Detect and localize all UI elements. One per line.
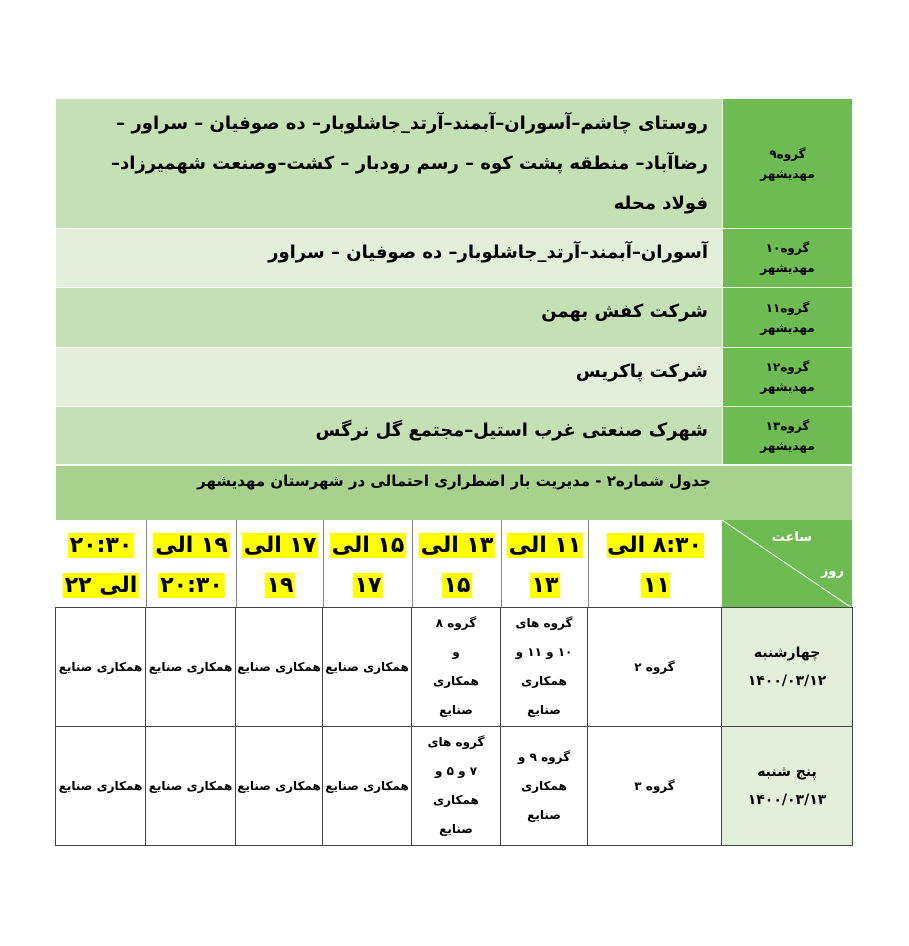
time-slot [56, 520, 146, 608]
caption-spacer [56, 496, 852, 520]
table-caption: جدول شماره۲ - مدیریت بار اضطراری احتمالی در شهرستان مهدیشهر [56, 466, 852, 496]
group-label-cell [722, 229, 852, 287]
time-slot [147, 520, 236, 608]
group-row [56, 288, 852, 348]
time-slot-start: ۸:۳۰ الی ۱۱ [607, 533, 702, 598]
group-label: گروه۹ [769, 146, 806, 161]
time-slot [413, 520, 501, 608]
group-row [56, 99, 852, 229]
time-slot-end: الی ۲۲ [64, 573, 138, 598]
day-date: ۱۴۰۰/۰۳/۱۳ [747, 792, 827, 808]
group-row [56, 229, 852, 288]
group-city: مهدیشهر [760, 438, 815, 453]
group-label-cell [722, 407, 852, 464]
day-name: چهارشنبه [753, 645, 821, 661]
schedule-cell: گروه های ۱۰ و ۱۱ و همکاری صنایع [501, 608, 588, 726]
schedule-cell: همکاری صنایع [236, 608, 323, 726]
schedule-cell: گروه ۸ و همکاری صنایع [412, 608, 501, 726]
schedule-cell: همکاری صنایع [323, 608, 412, 726]
group-row [56, 407, 852, 465]
time-slot-start: ۱۷ الی [243, 533, 317, 558]
group-label: گروه۱۱ [765, 300, 810, 315]
header-corner [722, 520, 852, 608]
group-city: مهدیشهر [760, 166, 815, 181]
group-label: گروه۱۲ [765, 360, 810, 374]
table-row [56, 727, 852, 845]
time-slot-start: ۱۱ الی [508, 533, 582, 558]
schedule-cell: همکاری صنایع [323, 727, 412, 845]
schedule-cell: گروه ۲ [588, 608, 722, 726]
time-slot-end: ۱۹ [266, 573, 294, 598]
schedule-cell: همکاری صنایع [56, 608, 146, 726]
time-slot-end: ۲۰:۳۰ [160, 573, 223, 598]
time-slot [589, 520, 722, 608]
group-areas: روستای چاشم–آسوران–آبمند–آرتد_جاشلوبار– ده صوفیان – سراور – رضاآباد– منطقه پشت کوه – رسم رودبار – کشت–وصنعت شهمیرزاد–فولاد محله [110, 113, 708, 214]
group-areas: شهرک صنعتی غرب استیل–مجتمع گل نرگس [315, 420, 708, 441]
group-row [56, 348, 852, 407]
group-label: گروه۱۳ [765, 418, 810, 433]
table-row [56, 608, 852, 727]
schedule-header [56, 520, 852, 608]
time-slot-start: ۱۹ الی [155, 533, 228, 558]
group-label: گروه۱۰ [765, 241, 810, 255]
group-city: مهدیشهر [760, 320, 815, 335]
time-slot-end: ۱۳ [531, 573, 559, 598]
day-cell [722, 608, 852, 726]
time-slot [502, 520, 588, 608]
schedule-cell: همکاری صنایع [146, 608, 236, 726]
group-city: مهدیشهر [760, 261, 815, 275]
time-slot-start: ۱۳ الی [420, 533, 494, 558]
time-slot-end: ۱۷ [354, 573, 382, 598]
schedule-cell: همکاری صنایع [236, 727, 323, 845]
time-slot-start: ۱۵ الی [331, 533, 405, 558]
time-slot [324, 520, 412, 608]
group-label-cell [722, 348, 852, 406]
hour-header: ساعت [771, 530, 812, 545]
time-slot [237, 520, 323, 608]
group-city: مهدیشهر [760, 380, 815, 394]
group-areas: آسوران–آبمند–آرتد_جاشلوبار– ده صوفیان – سراور [268, 242, 708, 263]
day-header: روز [820, 564, 844, 579]
day-cell [722, 727, 852, 845]
schedule-cell: گروه ۳ [588, 727, 722, 845]
schedule-cell: همکاری صنایع [146, 727, 236, 845]
time-slot-start: ۲۰:۳۰ [69, 533, 133, 558]
time-slot-end: ۱۵ [443, 573, 471, 598]
day-date: ۱۴۰۰/۰۳/۱۲ [747, 673, 827, 689]
group-label-cell [722, 288, 852, 347]
group-areas: شرکت پاکریس [575, 361, 708, 382]
schedule-cell: گروه های ۷ و ۵ و همکاری صنایع [412, 727, 501, 845]
schedule-cell: گروه ۹ و همکاری صنایع [501, 727, 588, 845]
schedule-body [55, 607, 853, 846]
day-name: پنج شنبه [757, 764, 817, 780]
group-label-cell [722, 99, 852, 228]
schedule-cell: همکاری صنایع [56, 727, 146, 845]
group-areas: شرکت کفش بهمن [541, 301, 708, 322]
